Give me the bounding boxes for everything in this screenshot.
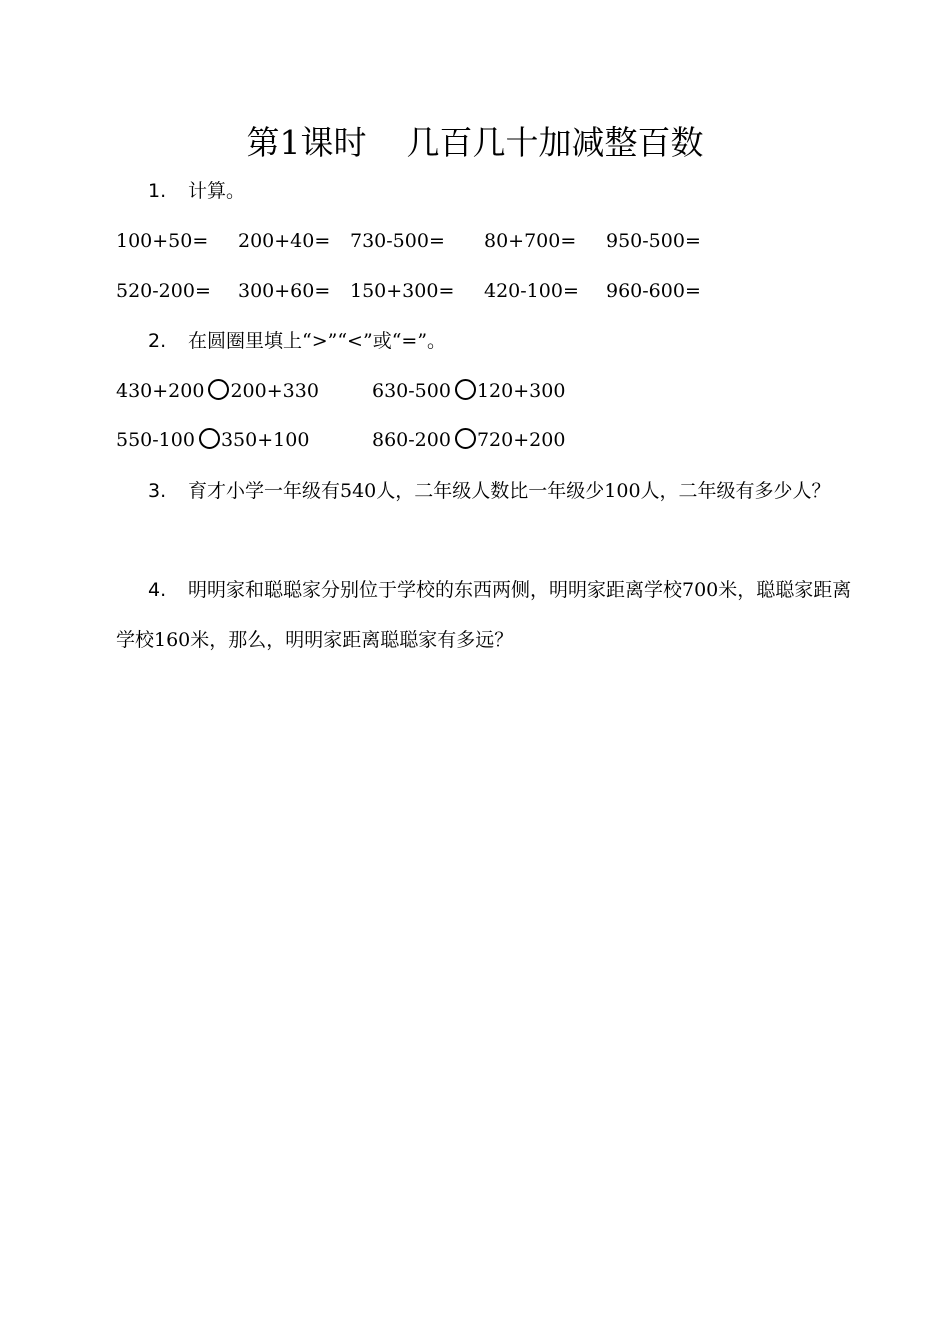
calc-item: 520-200= xyxy=(116,280,211,302)
lesson-topic: 几百几十加减整百数 xyxy=(406,123,704,162)
compare-left: 550-100 xyxy=(116,429,195,451)
question-text: 育才小学一年级有540人，二年级人数比一年级少100人，二年级有多少人？ xyxy=(188,480,831,502)
page-title xyxy=(0,118,950,168)
calc-item: 960-600= xyxy=(606,280,701,302)
lesson-label: 第1课时 xyxy=(246,123,367,162)
compare-right: 120+300 xyxy=(476,380,566,402)
answer-circle[interactable] xyxy=(455,379,476,400)
compare-right: 720+200 xyxy=(476,429,566,451)
answer-circle[interactable] xyxy=(455,428,476,449)
calc-item: 730-500= xyxy=(350,230,445,252)
question-number: 4. xyxy=(148,579,167,601)
compare-right: 200+330 xyxy=(230,380,319,402)
question-4 xyxy=(116,565,866,665)
compare-item xyxy=(372,375,565,405)
compare-left: 630-500 xyxy=(372,380,451,402)
calc-item: 150+300= xyxy=(350,280,455,302)
answer-circle[interactable] xyxy=(199,428,220,449)
calc-item: 420-100= xyxy=(484,280,579,302)
question-text: 明明家和聪聪家分别位于学校的东西两侧，明明家距离学校700米，聪聪家距离学校160米，那么，明明家距离聪聪家有多远？ xyxy=(116,579,852,651)
calc-item: 950-500= xyxy=(606,230,701,252)
compare-item xyxy=(116,424,309,454)
answer-circle[interactable] xyxy=(208,379,229,400)
calc-item: 300+60= xyxy=(238,280,331,302)
question-2-heading xyxy=(148,326,446,356)
compare-item xyxy=(116,375,319,405)
compare-left: 860-200 xyxy=(372,429,451,451)
question-number: 2. xyxy=(148,330,167,352)
compare-right: 350+100 xyxy=(220,429,310,451)
calc-item: 100+50= xyxy=(116,230,209,252)
question-number: 3. xyxy=(148,480,167,502)
question-number: 1. xyxy=(148,180,167,202)
question-text: 在圆圈里填上“>”“<”或“=”。 xyxy=(188,330,447,352)
calc-item: 200+40= xyxy=(238,230,331,252)
question-3 xyxy=(116,466,866,516)
question-1-heading xyxy=(148,176,245,206)
calc-item: 80+700= xyxy=(484,230,577,252)
compare-left: 430+200 xyxy=(116,380,205,402)
question-text: 计算。 xyxy=(188,180,246,202)
compare-item xyxy=(372,424,565,454)
